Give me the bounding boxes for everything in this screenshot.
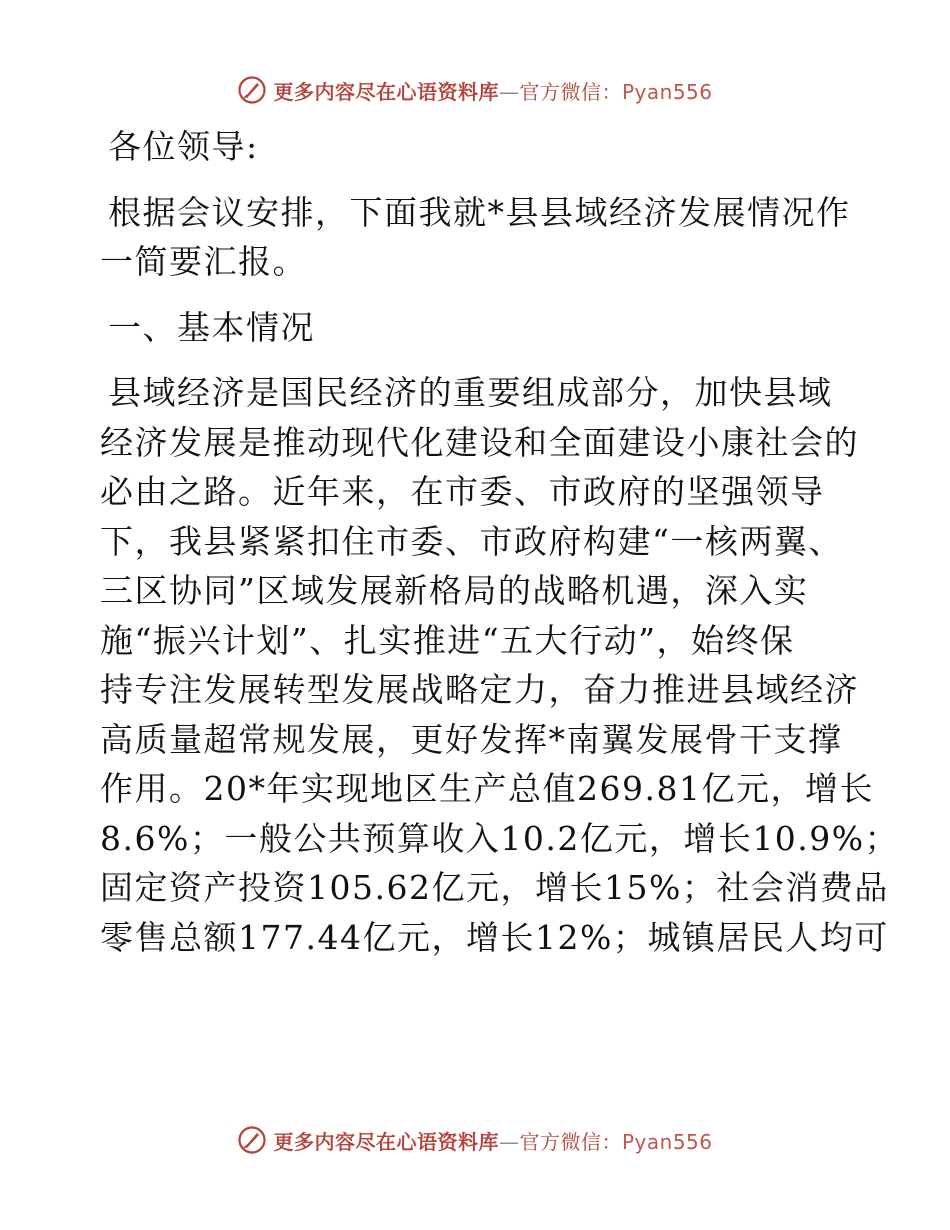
watermark-wechat-label: 官方微信： <box>519 79 622 104</box>
intro-line: 一简要汇报。 <box>100 242 307 281</box>
body-line: 8.6%；一般公共预算收入10.2亿元，增长10.9%； <box>100 818 900 858</box>
document-body <box>100 122 900 962</box>
body-line: 持专注发展转型发展战略定力，奋力推进县域经济 <box>100 670 859 709</box>
salutation: 各位领导: <box>108 127 259 166</box>
quill-logo-icon <box>237 75 267 105</box>
body-line: 零售总额177.44亿元，增长12%；城镇居民人均可 <box>100 917 889 957</box>
watermark-separator: — <box>498 79 520 104</box>
body-line: 县域经济是国民经济的重要组成部分，加快县域 <box>108 373 833 412</box>
body-line: 下，我县紧紧扣住市委、市政府构建“一核两翼、 <box>100 521 843 561</box>
watermark-wechat-label: 官方微信： <box>519 1129 622 1154</box>
watermark-brand: 更多内容尽在心语资料库 <box>273 79 499 104</box>
watermark-brand: 更多内容尽在心语资料库 <box>273 1129 499 1154</box>
body-line: 高质量超常规发展，更好发挥*南翼发展骨干支撑 <box>100 719 843 759</box>
body-line: 施“振兴计划”、扎实推进“五大行动”，始终保 <box>100 620 795 660</box>
watermark-text <box>273 76 712 105</box>
body-line: 作用。20*年实现地区生产总值269.81亿元，增长 <box>100 769 874 808</box>
body-line: 固定资产投资105.62亿元，增长15%；社会消费品 <box>100 868 889 907</box>
intro-line: 根据会议安排，下面我就*县县域经济发展情况作 <box>108 192 851 232</box>
header-watermark <box>0 70 950 110</box>
body-line: 经济发展是推动现代化建设和全面建设小康社会的 <box>100 422 859 462</box>
watermark-wechat-id: Pyan556 <box>621 79 713 104</box>
body-line: 三区协同”区域发展新格局的战略机遇，深入实 <box>100 571 809 610</box>
watermark-text <box>273 1126 712 1155</box>
quill-logo-icon <box>237 1125 267 1155</box>
watermark-wechat-id: Pyan556 <box>621 1129 713 1154</box>
body-line: 必由之路。近年来，在市委、市政府的坚强领导 <box>100 472 825 511</box>
section-heading: 一、基本情况 <box>108 307 315 347</box>
watermark-separator: — <box>498 1129 520 1154</box>
footer-watermark <box>0 1120 950 1160</box>
